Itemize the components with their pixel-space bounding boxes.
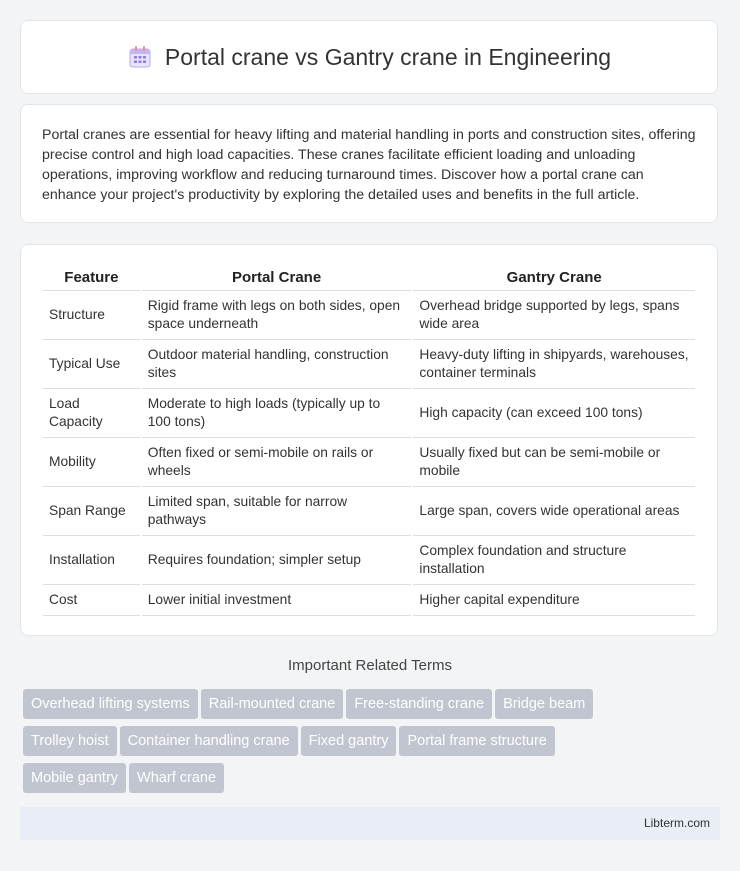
table-row — [43, 291, 695, 340]
gantry-cell: Overhead bridge supported by legs, spans wide area — [413, 291, 695, 340]
portal-cell: Often fixed or semi-mobile on rails or wheels — [142, 438, 412, 487]
table-row — [43, 340, 695, 389]
portal-cell: Lower initial investment — [142, 585, 412, 616]
table-row — [43, 585, 695, 616]
portal-cell: Moderate to high loads (typically up to 100 tons) — [142, 389, 412, 438]
portal-cell: Requires foundation; simpler setup — [142, 536, 412, 585]
gantry-cell: Higher capital expenditure — [413, 585, 695, 616]
related-tag[interactable]: Fixed gantry — [301, 726, 397, 756]
feature-cell: Structure — [43, 291, 140, 340]
comparison-card — [20, 244, 718, 636]
header-gantry-crane: Gantry Crane — [413, 265, 695, 291]
gantry-cell: Large span, covers wide operational areas — [413, 487, 695, 536]
feature-cell: Load Capacity — [43, 389, 140, 438]
header-feature: Feature — [43, 265, 140, 291]
related-tag[interactable]: Wharf crane — [129, 763, 224, 793]
related-tag[interactable]: Bridge beam — [495, 689, 593, 719]
table-row — [43, 438, 695, 487]
gantry-cell: Heavy-duty lifting in shipyards, warehouses, container terminals — [413, 340, 695, 389]
title-card — [20, 20, 718, 94]
feature-cell: Mobility — [43, 438, 140, 487]
page-title: Portal crane vs Gantry crane in Engineering — [164, 43, 612, 70]
feature-cell: Cost — [43, 585, 140, 616]
gantry-cell: Complex foundation and structure installation — [413, 536, 695, 585]
feature-cell: Span Range — [43, 487, 140, 536]
table-row — [43, 487, 695, 536]
table-row — [43, 536, 695, 585]
feature-cell: Installation — [43, 536, 140, 585]
related-tag[interactable]: Mobile gantry — [23, 763, 126, 793]
table-row — [43, 389, 695, 438]
footer — [20, 807, 720, 840]
related-terms-list — [23, 689, 723, 800]
related-tag[interactable]: Rail-mounted crane — [201, 689, 344, 719]
header-portal-crane: Portal Crane — [142, 265, 412, 291]
intro-card — [20, 104, 718, 223]
portal-cell: Rigid frame with legs on both sides, open space underneath — [142, 291, 412, 340]
table-header-row — [43, 265, 695, 291]
gantry-cell: High capacity (can exceed 100 tons) — [413, 389, 695, 438]
related-tag[interactable]: Free-standing crane — [346, 689, 492, 719]
calendar-icon — [127, 44, 153, 70]
related-tag[interactable]: Container handling crane — [120, 726, 298, 756]
feature-cell: Typical Use — [43, 340, 140, 389]
gantry-cell: Usually fixed but can be semi-mobile or mobile — [413, 438, 695, 487]
related-tag[interactable]: Trolley hoist — [23, 726, 117, 756]
related-tag[interactable]: Overhead lifting systems — [23, 689, 198, 719]
portal-cell: Limited span, suitable for narrow pathways — [142, 487, 412, 536]
comparison-table — [41, 265, 697, 616]
portal-cell: Outdoor material handling, construction sites — [142, 340, 412, 389]
footer-site[interactable]: Libterm.com — [643, 816, 710, 830]
related-terms-title: Important Related Terms — [288, 657, 452, 674]
intro-text: Portal cranes are essential for heavy lifting and material handling in ports and construction sites, offering precise control and high load capacities. These cranes facilitate efficient loading and unloading operations, improving workflow and reducing turnaround times. Discover how a portal crane can enhance your project's productivity by exploring the detailed uses and benefits in the full article. — [42, 127, 696, 203]
related-tag[interactable]: Portal frame structure — [399, 726, 554, 756]
